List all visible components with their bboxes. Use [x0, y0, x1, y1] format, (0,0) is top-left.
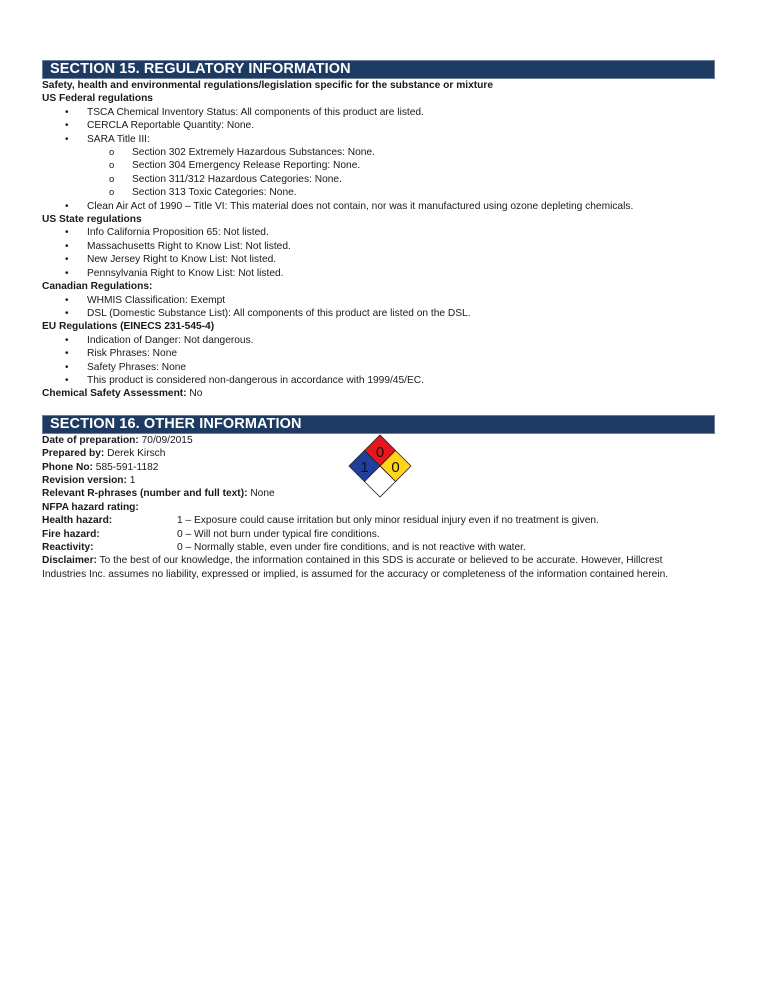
reactivity-row: [42, 541, 715, 554]
section-16-body: [42, 434, 715, 581]
nfpa-rating-heading: NFPA hazard rating:: [42, 501, 139, 513]
list-item: • Info California Proposition 65: Not listed.: [42, 226, 715, 239]
date-value: 70/09/2015: [141, 434, 193, 446]
nfpa-diamond-icon: [348, 434, 412, 498]
phone-value: 585-591-1182: [95, 461, 159, 473]
phone-label: Phone No:: [42, 461, 93, 473]
list-item: • Safety Phrases: None: [42, 361, 715, 374]
disclaimer: [42, 554, 692, 581]
prepared-value: Derek Kirsch: [107, 448, 166, 460]
section-16-header: SECTION 16. OTHER INFORMATION: [42, 415, 715, 434]
canadian-heading: Canadian Regulations:: [42, 281, 153, 293]
rphrases-value: None: [250, 488, 275, 500]
sds-page: [42, 60, 715, 581]
us-state-heading: US State regulations: [42, 214, 142, 226]
fire-label: Fire hazard:: [42, 528, 100, 540]
sara-sublist: [42, 146, 715, 200]
chemical-safety-assessment: [42, 387, 715, 400]
section-15-header: SECTION 15. REGULATORY INFORMATION: [42, 60, 715, 79]
list-item: • Pennsylvania Right to Know List: Not listed.: [42, 267, 715, 280]
sub-list-item: o Section 304 Emergency Release Reporting: None.: [42, 159, 715, 172]
csa-label: Chemical Safety Assessment:: [42, 388, 187, 400]
disclaimer-text: To the best of our knowledge, the information contained in this SDS is accurate or believed to be accurate. However, Hillcrest Industries Inc. assumes no liability, expressed or implied, is assumed for the accuracy or completeness of the information contained herein.: [42, 555, 669, 580]
list-item: • WHMIS Classification: Exempt: [42, 294, 715, 307]
list-item: • Indication of Danger: Not dangerous.: [42, 334, 715, 347]
list-item: • Massachusetts Right to Know List: Not listed.: [42, 240, 715, 253]
fire-hazard-row: [42, 528, 715, 541]
list-item: • TSCA Chemical Inventory Status: All components of this product are listed.: [42, 106, 715, 119]
section-15-subtitle: Safety, health and environmental regulations/legislation specific for the substance or mixture: [42, 80, 493, 91]
revision-value: 1: [129, 474, 136, 486]
list-item: • New Jersey Right to Know List: Not listed.: [42, 253, 715, 266]
sub-list-item: o Section 302 Extremely Hazardous Substances: None.: [42, 146, 715, 159]
fire-value: 0 – Will not burn under typical fire conditions.: [177, 528, 380, 540]
reactivity-value: 0 – Normally stable, even under fire conditions, and is not reactive with water.: [177, 542, 526, 553]
reactivity-label: Reactivity:: [42, 542, 94, 553]
eu-list: [42, 334, 715, 388]
list-item: • DSL (Domestic Substance List): All components of this product are listed on the DSL.: [42, 307, 715, 320]
list-item: • Risk Phrases: None: [42, 347, 715, 360]
list-item: • CERCLA Reportable Quantity: None.: [42, 119, 715, 132]
list-item: • This product is considered non-dangerous in accordance with 1999/45/EC.: [42, 374, 715, 387]
list-item: • Clean Air Act of 1990 – Title VI: This material does not contain, nor was it manufactured using ozone depleting chemicals.: [42, 200, 715, 213]
us-state-list: [42, 226, 715, 280]
nfpa-health-rating: 1: [360, 458, 369, 476]
health-label: Health hazard:: [42, 515, 113, 527]
revision-label: Revision version:: [42, 474, 127, 486]
health-hazard-row: [42, 514, 715, 527]
canadian-list: [42, 294, 715, 321]
rphrases-label: Relevant R-phrases (number and full text):: [42, 488, 248, 500]
sub-list-item: o Section 311/312 Hazardous Categories: None.: [42, 173, 715, 186]
us-federal-heading: US Federal regulations: [42, 93, 153, 105]
date-label: Date of preparation:: [42, 434, 139, 446]
eu-heading: EU Regulations (EINECS 231-545-4): [42, 321, 215, 333]
us-federal-list: [42, 106, 715, 146]
clean-air-list: [42, 200, 715, 213]
nfpa-fire-rating: 0: [375, 443, 385, 461]
csa-value: No: [189, 388, 203, 400]
health-value: 1 – Exposure could cause irritation but only minor residual injury even if no treatment is given.: [177, 515, 599, 527]
disclaimer-label: Disclaimer:: [42, 555, 97, 567]
prepared-label: Prepared by:: [42, 448, 105, 460]
nfpa-reactivity-rating: 0: [391, 458, 400, 476]
list-item: • SARA Title III:: [42, 133, 715, 146]
sub-list-item: o Section 313 Toxic Categories: None.: [42, 186, 715, 199]
